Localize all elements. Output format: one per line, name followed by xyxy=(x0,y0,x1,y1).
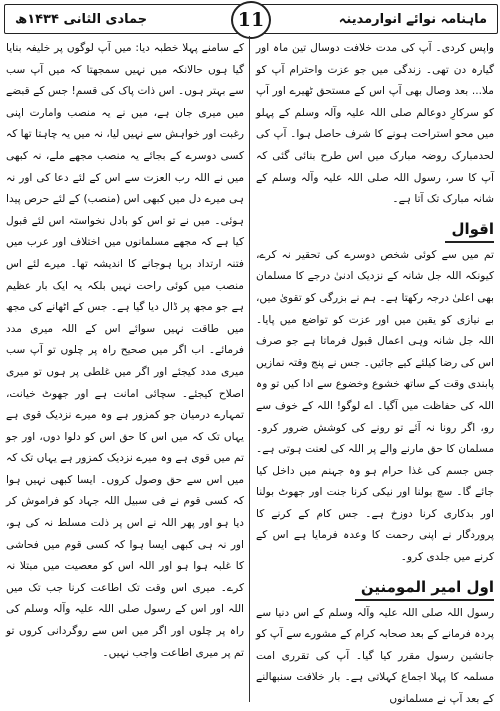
column-divider xyxy=(249,36,250,702)
left-column xyxy=(6,38,244,664)
heading-aqwal: اقوال xyxy=(445,217,494,243)
khutba-paragraph: کے سامنے پہلا خطبہ دیا: میں آپ لوگوں پر خلیفہ بنایا گیا ہوں حالانکہ میں نہیں سمجھتا کہ میں آپ سب سے بہتر ہوں۔ اس ذات پاک کی قسم! جس کے قبضے میں میری جان ہے، میں نے یہ منصب وامارت اپنی رغبت اور خواہش سے نہیں لیا، نہ میں یہ چاہتا تھا کہ کسی دوسرے کے بجائے یہ منصب مجھے ملے، نہ کبھی میں نے اللہ رب العزت سے اس کے لئے دعا کی اور نہ ہی میرے دل میں کبھی اس (منصب) کے لئے حرص پیدا ہوئی۔ میں نے تو اس کو بادل نخواستہ اس لئے قبول کیا ہے کہ مجھے مسلمانوں میں اختلاف اور عرب میں فتنہ ارتداد برپا ہوجانے کا اندیشہ تھا۔ میرے لئے اس منصب میں کوئی راحت نہیں بلکہ یہ ایک بار عظیم ہے جو مجھ پر ڈال دیا گیا ہے۔ جس کے اٹھانے کی مجھ میں طاقت نہیں سوائے اس کے اللہ میری مدد فرمائے۔ اب اگر میں صحیح راہ پر چلوں تو آپ سب میری مدد کیجئے اور اگر میں غلطی پر ہوں تو میری اصلاح کیجئے۔ سچائی امانت ہے اور جھوٹ خیانت، تمہارے درمیان جو کمزور ہے وہ میرے نزدیک قوی ہے یہاں تک کہ میں اس کا حق اس کو دلوا دوں، اور جو تم میں قوی ہے وہ میرے نزدیک کمزور ہے یہاں تک کہ میں اس سے حق وصول کروں۔ ایسا کبھی نہیں ہوا کہ کسی قوم نے فی سبیل اللہ جہاد کو فراموش کر دیا ہو اور پھر اللہ نے اس پر ذلت مسلط نہ کی ہو، اور نہ ہی کبھی ایسا ہوا کہ کسی قوم میں فحاشی کا غلبہ ہوا ہو اور اللہ اس کو معصیت میں مبتلا نہ کرے۔ میری اس وقت تک اطاعت کرنا جب تک میں اللہ اور اس کے رسول صلی اللہ علیہ وآلہ وسلم کی راہ پر چلوں اور اگر میں اس سے روگردانی کروں تو تم پر میری اطاعت واجب نہیں۔ xyxy=(6,42,244,659)
page-number: 11 xyxy=(231,1,271,39)
issue-date: جمادی الثانی ۱۴۳۴ھ xyxy=(15,11,148,27)
magazine-title: ماہنامہ نوائے انوارمدینہ xyxy=(338,11,487,27)
ameer-paragraph: رسول اللہ صلی اللہ علیہ وآلہ وسلم کے اس دنیا سے پردہ فرمانے کے بعد صحابہ کرام کے مشورے سے آپ کو جانشین رسول مقرر کیا گیا۔ آپ کی تقرری امت مسلمہ کا پہلا اجماع کہلاتی ہے۔ بار خلافت سنبھالنے کے بعد آپ نے مسلمانوں xyxy=(256,606,494,706)
aqwal-paragraph: تم میں سے کوئی شخص دوسرے کی تحقیر نہ کرے، کیونکہ اللہ جل شانہ کے نزدیک ادنیٰ درجے کا مسلمان بھی اعلیٰ درجہ رکھتا ہے۔ ہم نے بزرگی کو تقویٰ میں، بے نیازی کو یقین میں اور عزت کو تواضع میں پایا۔ اللہ جل شانہ وہی اعمال قبول فرماتا ہے جو صرف اس کی رضا کیلئے کیے جائیں۔ جس نے پنج وقتہ نمازیں پابندی وقت کے ساتھ خشوع وخضوع سے ادا کیں تو وہ اللہ کی حفاظت میں آگیا۔ اے لوگو! اللہ کے خوف سے رو، اگر رونا نہ آئے تو رونے کی کوشش ضرور کرو۔ مسلمان کا حق مارنے والے پر اللہ کی لعنت ہوتی ہے۔ جس جسم کی غذا حرام ہو وہ جہنم میں داخل کیا جائے گا۔ سچ بولنا اور نیکی کرنا جنت اور جھوٹ بولنا اور بدکاری کرنا دوزخ ہے۔ جس کام کے کرنے کا پروردگار نے اپنی رحمت کا وعدہ فرمایا ہے اس کے کرنے میں جلدی کرو۔ xyxy=(256,248,494,564)
intro-paragraph: واپس کردی۔ آپ کی مدت خلافت دوسال تین ماہ اور گیارہ دن تھی۔ زندگی میں جو عزت واحترام آپ کو ملا... بعد وصال بھی آپ اس کے مستحق ٹھیرے اور آپ کو سرکارِ دوعالم صلی اللہ علیہ وآلہ وسلم کے پہلو میں محو استراحت ہونے کا شرف حاصل ہوا۔ آپ کی لحدمبارک روضہ مبارک میں اس طرح بنائی گئی کہ آپ کا سر، رسول اللہ صلی اللہ علیہ وآلہ وسلم کے شانہ مبارک تک آتا ہے۔ xyxy=(256,42,494,206)
right-column xyxy=(256,38,494,711)
heading-awwal-ameer: اول امیر المومنین xyxy=(355,575,494,601)
page-header xyxy=(4,4,498,34)
